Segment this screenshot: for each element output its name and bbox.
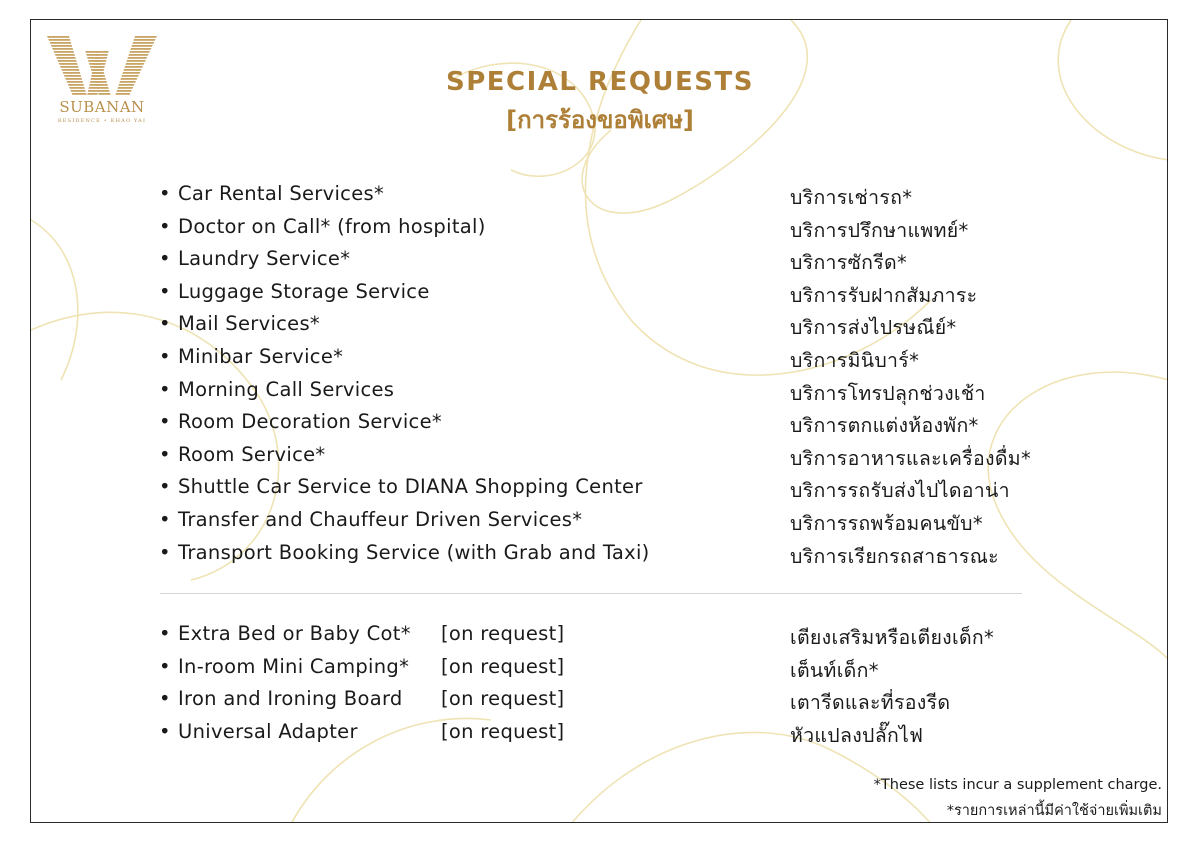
service-en: Transfer and Chauffeur Driven Services*	[178, 507, 583, 531]
service-th: บริการมินิบาร์*	[790, 348, 920, 372]
bullet: •	[159, 719, 171, 743]
item-th: หัวแปลงปลั๊กไฟ	[790, 723, 924, 747]
service-th: บริการเรียกรถสาธารณะ	[790, 544, 999, 568]
bullet: •	[159, 442, 171, 466]
service-th: บริการรถรับส่งไปไดอาน่า	[790, 479, 1010, 503]
service-en: Luggage Storage Service	[178, 279, 430, 303]
bullet: •	[159, 410, 171, 434]
service-en: Shuttle Car Service to DIANA Shopping Center	[178, 475, 643, 499]
service-th: บริการส่งไปรษณีย์*	[790, 316, 957, 340]
service-en: Laundry Service*	[178, 247, 351, 271]
bullet: •	[159, 247, 171, 271]
bullet: •	[159, 654, 171, 678]
item-en: Iron and Ironing Board	[178, 687, 403, 711]
bullet: •	[159, 540, 171, 564]
service-en: Room Decoration Service*	[178, 410, 442, 434]
bullet: •	[159, 377, 171, 401]
bullet: •	[159, 279, 171, 303]
bullet: •	[159, 344, 171, 368]
service-th: บริการอาหารและเครื่องดื่ม*	[790, 446, 1031, 470]
page-title: SPECIAL REQUESTS	[446, 67, 754, 97]
bullet: •	[159, 182, 171, 205]
service-en: Room Service*	[178, 442, 326, 466]
service-th: บริการรถพร้อมคนขับ*	[790, 511, 983, 535]
service-en: Doctor on Call* (from hospital)	[178, 214, 486, 238]
service-en: Car Rental Services*	[178, 182, 384, 205]
item-en: Extra Bed or Baby Cot*	[178, 622, 411, 645]
service-en: Minibar Service*	[178, 344, 344, 368]
footnote-th: *รายการเหล่านี้มีค่าใช้จ่ายเพิ่มเติม	[946, 803, 1162, 819]
item-en: In-room Mini Camping*	[178, 654, 410, 678]
item-th: เตารีดและที่รองรีด	[790, 691, 951, 715]
bullet: •	[159, 214, 171, 238]
service-en: Morning Call Services	[178, 377, 395, 401]
item-th: เตียงเสริมหรือเตียงเด็ก*	[790, 626, 995, 649]
service-th: บริการรับฝากสัมภาระ	[790, 283, 978, 307]
bullet: •	[159, 622, 171, 645]
on-request-note: [on request]	[441, 654, 565, 678]
brand-name: SUBANAN	[59, 98, 145, 116]
page-subtitle: [การร้องขอพิเศษ]	[506, 106, 694, 134]
bullet: •	[159, 507, 171, 531]
footnote-en: *These lists incur a supplement charge.	[873, 777, 1162, 793]
service-th: บริการปรึกษาแพทย์*	[790, 218, 969, 242]
bullet: •	[159, 687, 171, 711]
service-th: บริการโทรปลุกช่วงเช้า	[790, 381, 986, 405]
service-en: Mail Services*	[178, 312, 320, 336]
service-en: Transport Booking Service (with Grab and Taxi)	[178, 540, 650, 564]
service-th: บริการตกแต่งห้องพัก*	[790, 414, 979, 438]
item-en: Universal Adapter	[178, 719, 358, 743]
bullet: •	[159, 312, 171, 336]
bullet: •	[159, 475, 171, 499]
section-divider	[160, 593, 1022, 594]
on-request-note: [on request]	[441, 622, 565, 645]
service-th: บริการซักรีด*	[790, 251, 908, 275]
item-th: เต็นท์เด็ก*	[790, 658, 879, 682]
page-frame	[30, 19, 1168, 823]
brand-tagline: RESIDENCE • KHAO YAI	[57, 118, 147, 124]
on-request-note: [on request]	[441, 687, 565, 711]
on-request-note: [on request]	[441, 719, 565, 743]
service-th: บริการเช่ารถ*	[790, 186, 913, 209]
